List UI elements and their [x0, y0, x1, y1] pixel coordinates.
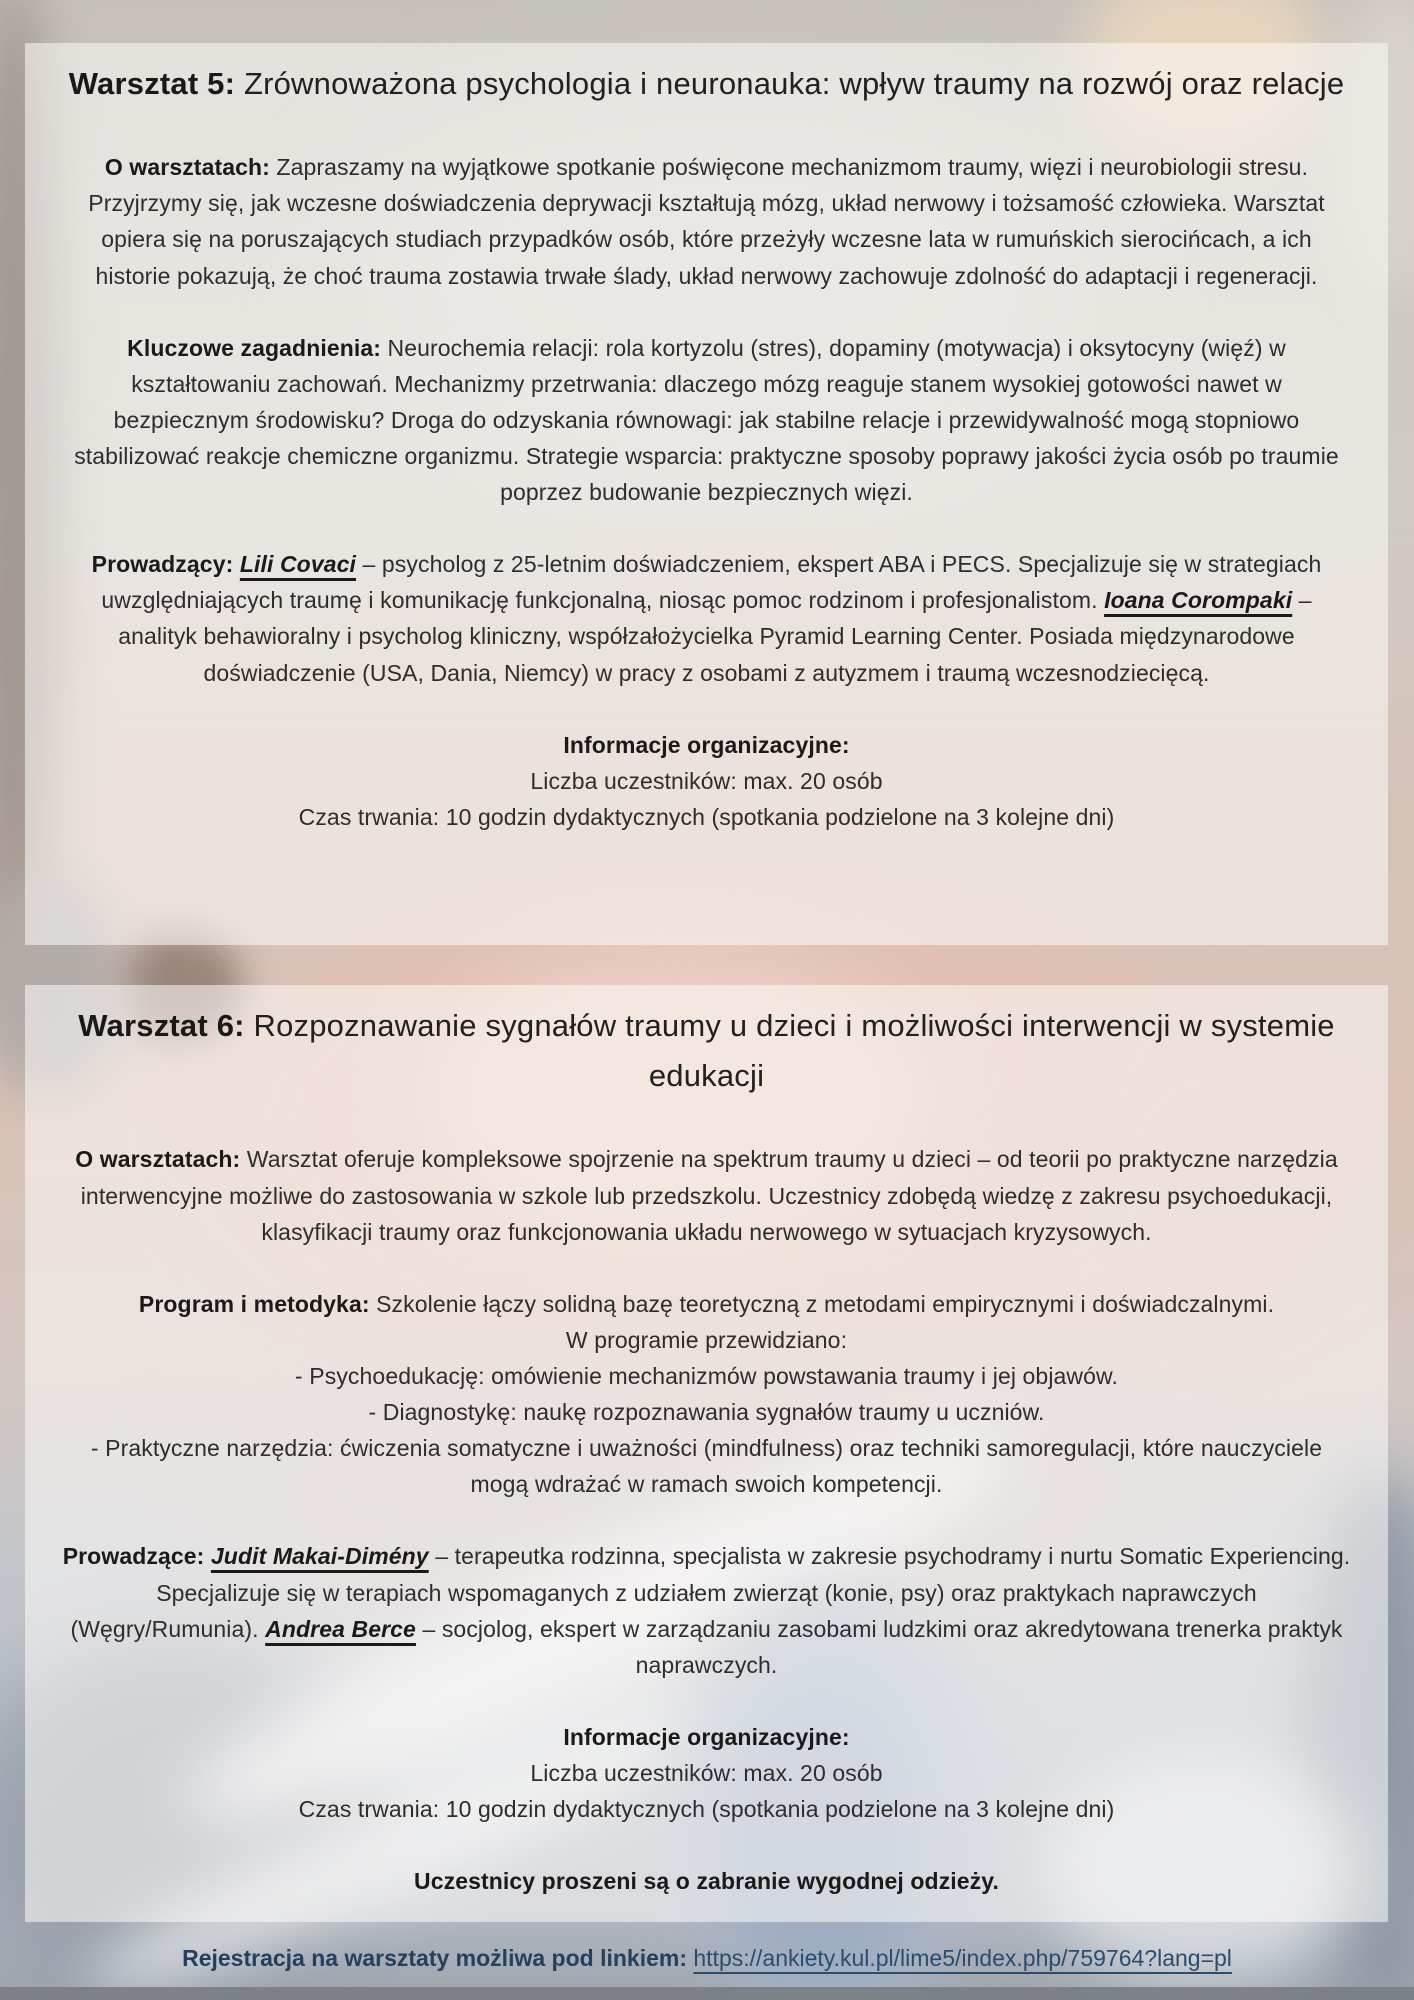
program-text: Szkolenie łączy solidną bazę teoretyczną z metodami empirycznymi i doświadczalnymi. — [376, 1290, 1275, 1317]
bg-bottom-strip — [0, 1987, 1414, 2000]
leader-bio-ioana-corompaki: – analityk behawioralny i psycholog kliniczny, współzałożycielka Pyramid Learning Center. Posiada międzynarodowe doświadczenie (USA, Dania, Niemcy) w pracy z osobami z autyzmem i traumą wczesnodziecięcą. — [118, 587, 1312, 686]
leader-bio-judit-makai-dimeny: – terapeutka rodzinna, specjalista w zakresie psychodramy i nurtu Somatic Experiencing. Specjalizuje się w terapiach wspomaganych z udziałem zwierząt (konie, psy) oraz praktykach naprawczych (Węgry/Rumunia). — [70, 1543, 1351, 1642]
workshop6-title-text: Rozpoznawanie sygnałów traumy u dzieci i możliwości interwencji w systemie edukacji — [253, 1008, 1335, 1094]
leader-bio-lili-covaci: – psycholog z 25-letnim doświadczeniem, ekspert ABA i PECS. Specjalizuje się w strategiach uwzględniających traumę i komunikację funkcjonalną, niosąc pomoc rodzinom i profesjonalistom. — [101, 551, 1322, 614]
workshop5-title-label: Warsztat 5: — [68, 66, 236, 101]
workshop6-leaders-paragraph — [62, 1538, 1352, 1682]
org-info-participants: Liczba uczestników: max. 20 osób — [530, 767, 883, 794]
workshop5-topics-paragraph — [62, 330, 1352, 511]
workshop5-about-paragraph — [62, 149, 1352, 293]
topics-text: Neurochemia relacji: rola kortyzolu (stres), dopaminy (motywacja) i oksytocyny (więź) w kształtowaniu zachowań. Mechanizmy przetrwania: dlaczego mózg reaguje stanem wysokiej gotowości nawet w bezpiecznym środowisku? Droga do odzyskania równowagi: jak stabilne relacje i przewidywalność mogą stopniowo stabilizować reakcje chemiczne organizmu. Strategie wsparcia: praktyczne sposoby poprawy jakości życia osób po traumie poprzez budowanie bezpiecznych więzi. — [74, 334, 1339, 506]
leaders-label: Prowadzący: — [91, 551, 234, 578]
program-item-diagnostyka: - Diagnostykę: naukę rozpoznawania sygnałów traumy u uczniów. — [368, 1399, 1045, 1426]
workshop5-title-text: Zrównoważona psychologia i neuronauka: wpływ traumy na rozwój oraz relacje — [243, 66, 1345, 101]
leader-bio-andrea-berce: – socjolog, ekspert w zarządzaniu zasobami ludzkimi oraz akredytowana trenerka praktyk naprawczych. — [422, 1615, 1343, 1678]
registration-footer — [0, 1940, 1414, 1977]
workshop5-title — [62, 59, 1352, 109]
topics-label: Kluczowe zagadnienia: — [127, 334, 382, 361]
about-label: O warsztatach: — [75, 1146, 241, 1173]
leader-name-ioana-corompaki: Ioana Corompaki — [1104, 587, 1293, 614]
workshop6-about-paragraph — [62, 1141, 1352, 1249]
org-info-participants: Liczba uczestników: max. 20 osób — [530, 1759, 883, 1786]
program-item-narzedzia: - Praktyczne narzędzia: ćwiczenia somatyczne i uważności (mindfulness) oraz techniki samoregulacji, które nauczyciele mogą wdrażać w ramach swoich kompetencji. — [90, 1435, 1323, 1498]
registration-link[interactable]: https://ankiety.kul.pl/lime5/index.php/759764?lang=pl — [693, 1945, 1232, 1971]
program-item-psychoedukacja: - Psychoedukację: omówienie mechanizmów powstawania traumy i jej objawów. — [295, 1362, 1118, 1389]
leader-name-lili-covaci: Lili Covaci — [239, 551, 356, 578]
workshop6-panel — [25, 985, 1388, 1922]
leaders-label: Prowadzące: — [62, 1543, 205, 1570]
workshop5-panel — [25, 43, 1388, 945]
about-text: Warsztat oferuje kompleksowe spojrzenie na spektrum traumy u dzieci – od teorii po praktyczne narzędzia interwencyjne możliwe do zastosowania w szkole lub przedszkolu. Uczestnicy zdobędą wiedzę z zakresu psychoedukacji, klasyfikacji traumy oraz funkcjonowania układu nerwowego w sytuacjach kryzysowych. — [80, 1146, 1338, 1245]
about-text: Zapraszamy na wyjątkowe spotkanie poświęcone mechanizmom traumy, więzi i neurobiologii stresu. Przyjrzymy się, jak wczesne doświadczenia deprywacji kształtują mózg, układ nerwowy i tożsamość człowieka. Warsztat opiera się na poruszających studiach przypadków osób, które przeżyły wczesne lata w rumuńskich sierocińcach, a ich historie pokazują, że choć trauma zostawia trwałe ślady, układ nerwowy zachowuje zdolność do adaptacji i regeneracji. — [88, 154, 1325, 289]
workshop5-content — [62, 59, 1352, 835]
workshop6-title — [62, 1001, 1352, 1101]
workshop5-org-info — [62, 727, 1352, 835]
workshop5-leaders-paragraph — [62, 546, 1352, 690]
program-intro-line: W programie przewidziano: — [565, 1326, 848, 1353]
org-info-duration: Czas trwania: 10 godzin dydaktycznych (spotkania podzielone na 3 kolejne dni) — [298, 803, 1115, 830]
about-label: O warsztatach: — [104, 154, 270, 181]
registration-label: Rejestracja na warsztaty możliwa pod linkiem: — [182, 1945, 687, 1971]
org-info-duration: Czas trwania: 10 godzin dydaktycznych (spotkania podzielone na 3 kolejne dni) — [298, 1796, 1115, 1823]
clothing-note: Uczestnicy proszeni są o zabranie wygodnej odzieży. — [414, 1868, 999, 1895]
workshop6-program-paragraph — [62, 1286, 1352, 1503]
leader-name-andrea-berce: Andrea Berce — [265, 1615, 416, 1642]
program-label: Program i metodyka: — [138, 1290, 370, 1317]
org-info-title: Informacje organizacyjne: — [563, 731, 850, 758]
leader-name-judit-makai-dimeny: Judit Makai-Dimény — [210, 1543, 429, 1570]
org-info-title: Informacje organizacyjne: — [563, 1723, 850, 1750]
workshop6-org-info — [62, 1719, 1352, 1827]
workshop6-title-label: Warsztat 6: — [78, 1008, 245, 1043]
workshop6-content — [62, 1001, 1352, 1899]
